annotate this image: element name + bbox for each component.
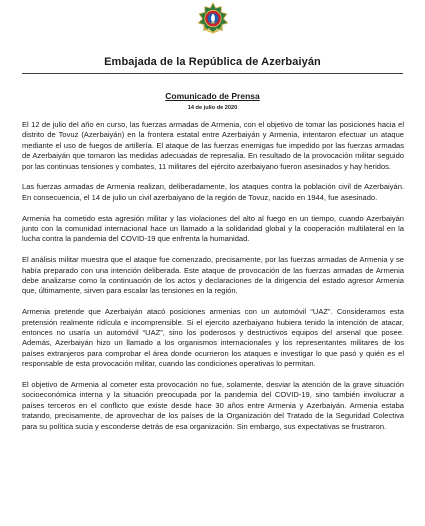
press-release-body bbox=[22, 120, 404, 443]
press-release-heading: Comunicado de Prensa bbox=[165, 91, 260, 101]
body-paragraph-4: El análisis militar muestra que el ataque fue comenzado, precisamente, por las fuerzas armadas de Armenia y se había preparado con una intención deliberada. Este ataque de provocación de las fuerzas armadas de Armenia debe analizarse como la continuación de los actos y declaraciones de la dirigencia del estado agresor Armenia que, últimamente, sirven para escalar las tensiones en la región. bbox=[22, 255, 404, 296]
body-paragraph-1: El 12 de julio del año en curso, las fuerzas armadas de Armenia, con el objetivo de tomar las posiciones hacia el distrito de Tovuz (Azerbaiyán) en la frontera estatal entre Azerbaiyán y Armenia, intentaron efectuar un ataque mediante el uso de fuegos de artillería. El ataque de las fuerzas enemigas fue impedido por las fuerzas armadas de Azerbaiyán que tomaron las medidas adecuadas de represalia. En resultado de la provocación militar seguido por las continuas tensiones y combates, 11 militares del ejército azerbaiyano fueron asesinados y hay heridos. bbox=[22, 120, 404, 171]
azerbaijan-state-emblem-icon bbox=[196, 2, 230, 36]
body-paragraph-2: Las fuerzas armadas de Armenia realizan, deliberadamente, los ataques contra la población civil de Azerbaiyán. En consecuencia, el 14 de julio un civil azerbaiyano de la región de Tovuz, nacido en 1944, fue asesinado. bbox=[22, 182, 404, 202]
body-paragraph-5: Armenia pretende que Azerbaiyán atacó posiciones armenias con un automóvil “UAZ”. Consideramos esta pretensión realmente ridícula e incomprensible. Si el ejercito azerbaiyano hubiera tenido la intención de atacar, entonces no usaría un automóvil “UAZ”, sino los poderosos y destructivos equipos del arsenal que posee. Además, Azerbaiyán hizo un llamado a los organismos internacionales y los representantes militares de los países extranjeros para comprobar el área donde ocurrieron los ataques e investigar lo que pasó y quién es el responsable de esta provocación militar, cuando las condiciones operativas lo permitan. bbox=[22, 307, 404, 369]
release-date: 14 de julio de 2020 bbox=[187, 105, 238, 111]
body-paragraph-3: Armenia ha cometido esta agresión militar y las violaciones del alto al fuego en un tiempo, cuando Azerbaiyán junto con la comunidad internacional hace un llamado a la solidaridad global y la cooperación multilateral en la lucha contra la pandemia del COVID-19 que enfrenta la humanidad. bbox=[22, 213, 404, 244]
embassy-title: Embajada de la República de Azerbaiyán bbox=[104, 56, 321, 68]
title-divider bbox=[22, 73, 403, 74]
body-paragraph-6: El objetivo de Armenia al cometer esta provocación no fue, solamente, desviar la atención de la grave situación socioeconómica interna y la situación preocupada por la pandemia del COVID-19, sino también involucrar a países terceros en el conflicto que existe desde hace 30 años entre Armenia y Azerbaiyán. Armenia estaba tratando, precisamente, de aprovechar de los países de la Organización del Tratado de la Seguridad Colectiva para su política sucia y esconderse detrás de esa organización. Sin embargo, sus expectativas se frustraron. bbox=[22, 380, 404, 431]
emblem-graphic bbox=[196, 2, 230, 36]
